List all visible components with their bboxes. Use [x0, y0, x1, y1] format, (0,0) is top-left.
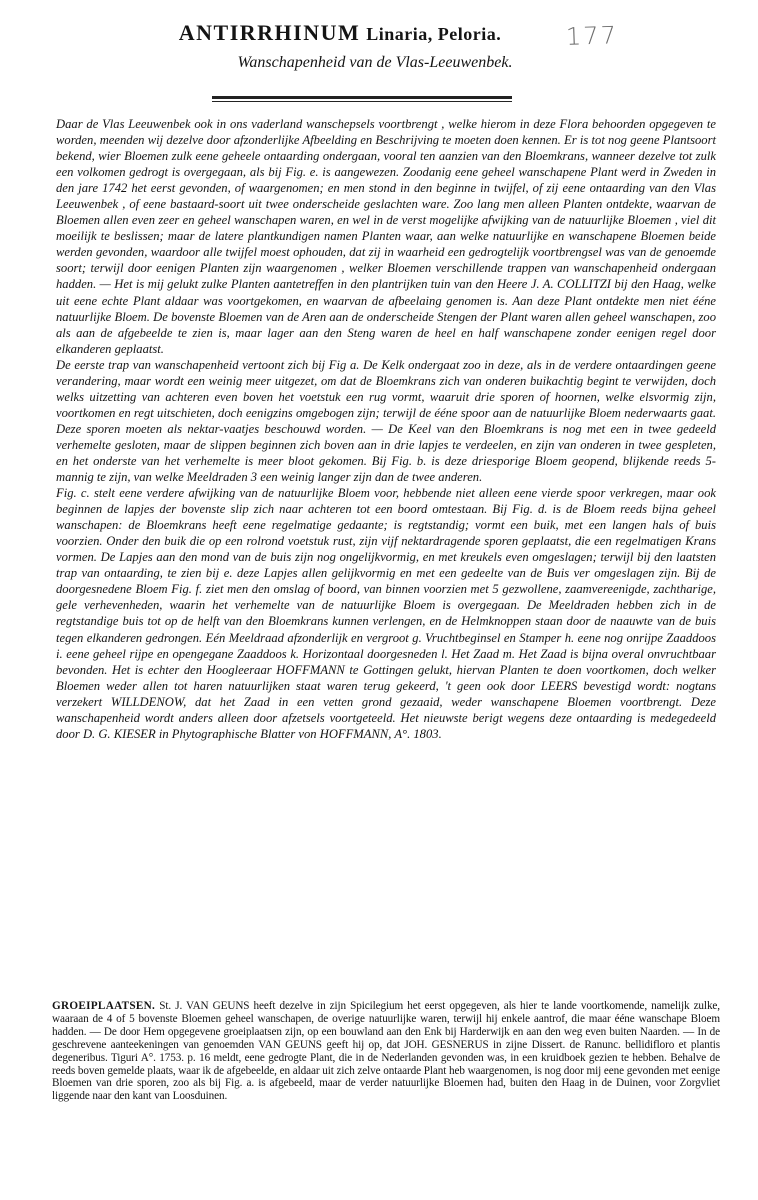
page-number: 177	[565, 21, 619, 51]
page-subtitle: Wanschapenheid van de Vlas-Leeuwenbek.	[237, 54, 513, 71]
paragraph-3: Fig. c. stelt eene verdere afwijking van de natuurlijke Bloem voor, hebbende niet alleen eene vierde spoor verkregen, maar ook beginnen de lapjes der bovenste slip zich naar achteren tot een boord omtestaan. Bij Fig. d. is de Bloem reeds bijna geheel wanschapen: de Bloemkrans heeft eene regelmatige gedaante; is regtstandig; vormt een buik, met een langen hals of buis voorzien. Onder den buik die op een rolrond voetstuk rust, zijn vijf nektardragende sporen geplaatst, die een regelmatigen Krans vormen. De Lapjes aan den mond van de buis zijn nog ongelijkvormig, en met kreukels even omgeslagen; terwijl bij den laatsten trap van ontaarding, te zien bij e. deze Lapjes allen gelijkvormig en met een gedeelte van de Buis ver omgeslagen zijn. Bij de doorgesnedene Bloem Fig. f. ziet men den omslag of boord, van binnen voorzien met 5 gezwollene, zaamvereenigde, zachtharige, gele verhevenheden, waarin het verhemelte van de natuurlijke Bloem is overgegaan. De Meeldraden hebben zich in de regtstandige buis tot op de helft van den Bloemkrans kunnen verlengen, en de Helmknoppen staan door de naauwte van de buis tegen elkanderen gedrongen. Eén Meeldraad afzonderlijk en vergroot g. Vruchtbeginsel en Stamper h. eene nog onrijpe Zaaddoos i. eene geheel rijpe en opengegane Zaaddoos k. Horizontaal doorgesneden l. Het Zaad m. Het Zaad is bijna overal onvruchtbaar bevonden. Het is echter den Hoogleeraar HOFFMANN te Gottingen gelukt, hiervan Planten te doen voortkomen, doch welker Bloemen weder allen tot haren natuurlijken staat waren terug gekeerd, 't geen ook door LEERS bevestigd wordt: nogtans verzekert WILLDENOW, dat het Zaad in een vetten grond gezaaid, weder wanschapene Bloemen voortbrengt. Deze wanschapenheid wordt anders alleen door afzetsels voortgeteeld. Het nieuwste berigt wegens deze ontaarding is medegedeeld door D. G. KIESER in Phytographische Blatter von HOFFMANN, A°. 1803.	[56, 486, 716, 741]
paragraph-1: Daar de Vlas Leeuwenbek ook in ons vaderland wanschepsels voortbrengt , welke hierom in deze Flora behoorden opgegeven te worden, meenden wij dezelve door afzonderlijke Afbeelding en Beschrijving te moeten doen kennen. Er is tot nog geene Plantsoort bekend, wier Bloemen zulk eene geheele ontaarding ondergaan, vooral ten aanzien van den Bloemkrans, wanneer dezelve tot zulk een volkomen gedrogt is overgegaan, als bij Fig. e. is aangewezen. Zoodanig eene geheel wanschapene Plant werd in Zweden in den jare 1742 het eerst gevonden, of waargenomen; en men stond in den beginne in twijfel, of zij eene ontaarding van den Vlas Leeuwenbek , of eene bastaard-soort uit twee onderscheide geslachten ware. Zoo lang men alleen Planten ontdekte, waarvan de Bloemen allen even zeer en geheel wanschapen waren, en wel in de verst mogelijke afwijking van de natuurlijke Bloemen , viel dit moeilijk te beslissen; maar de latere plantkundigen namen Planten waar, aan welke natuurlijke en wanschapene Bloemen beide werden gevonden, waardoor alle twijfel moest ophouden, dat zij in waarheid een gedrogtelijk voortbrengsel was van de genoemde soort; terwijl door eenigen Planten zijn waargenomen , welker Bloemen verschillende trappen van wanschapenheid ondergaan hadden. — Het is mij gelukt zulke Planten aantetreffen in den plantrijken tuin van den Heere J. A. COLLITZI bij den Haag, welke uit eene echte Plant aldaar was voortgekomen, en waarvan de afbeelaing genomen is. Aan deze Plant ontdekte men niet ééne natuurlijke Bloem. De bovenste Bloemen van de Aren aan de onderscheide Stengen der Plant waren allen geheel wanschapen, zoo als aan de afgebeelde te zien is, maar lager aan den Steng waren de heel en half wanschapene zonder eenigen regel door elkanderen geplaatst.	[56, 117, 716, 356]
page-title	[130, 20, 550, 46]
title-divider	[212, 96, 512, 99]
main-text	[56, 116, 716, 742]
habitat-note	[52, 1000, 720, 1103]
habitat-text: St. J. VAN GEUNS heeft dezelve in zijn Spicilegium het eerst opgegeven, als hier te lande voortkomende, namelijk zulke, waaraan de 4 of 5 bovenste Bloemen geheel wanschapen, de overige natuurlijke waren, terwijl hij enkele aantrof, die maar ééne wanschape Bloem hadden. — De door Hem opgegevene groeiplaatsen zijn, op een bouwland aan den Enk bij Harderwijk en aan den weg even buiten Naarden. — In de geschrevene aanteekeningen van genoemden VAN GEUNS geeft hij op, dat JOH. GESNERUS in zijne Dissert. de Ranunc. bellidifloro et plantis degeneribus. Tiguri A°. 1753. p. 16 meldt, eene gedrogte Plant, die in de Nederlanden gevonden was, in een kruidboek gezien te hebben. Behalve de reeds boven gemelde plaats, waar ik de afgebeelde, en aldaar uit zich zelve ontaarde Plant heb waargenomen, is nog door mij eene gevonden met eenige Bloemen van drie sporen, zoo als bij Fig. a. is afgebeeld, maar de verder natuurlijke Bloemen had, buiten den Haag in de Duinen, voor Zorgvliet liggende naar den kant van Loosduinen.	[52, 1000, 720, 1103]
paragraph-2: De eerste trap van wanschapenheid vertoont zich bij Fig a. De Kelk ondergaat zoo in deze, als in de verdere ontaardingen geene verandering, maar wordt een weinig meer uitgezet, om dat de Bloemkrans zich van onderen buikachtig begint te verwijden, doch welks uitzetting van achteren even boven het voetstuk een rug vormt, waaruit drie sporen of hoornen, welke elsvormig zijn, voortkomen en regt uitschieten, doch eenigzins omgebogen zijn; terwijl de ééne spoor aan de natuurlijke Bloem nederwaarts gaat. Deze sporen moeten als nektar-vaatjes beschouwd worden. — De Keel van den Bloemkrans is nog met een in twee gedeeld verhemelte gesloten, maar de slippen beginnen zich boven aan in drie lapjes te verdeelen, en zijn van onderen in twee gespleten, en het onderste van het verhemelte is meer bloot gekomen. Bij Fig. b. is deze driesporige Bloem geopend, blijkende reeds 5-mannig te zijn, van welke Meeldraden 3 een weinig langer zijn dan de twee anderen.	[56, 357, 716, 485]
title-species: Linaria, Peloria.	[366, 24, 502, 44]
habitat-paragraph	[52, 1000, 720, 1103]
habitat-heading: GROEIPLAATSEN.	[52, 1000, 156, 1012]
title-genus: ANTIRRHINUM	[178, 20, 361, 45]
